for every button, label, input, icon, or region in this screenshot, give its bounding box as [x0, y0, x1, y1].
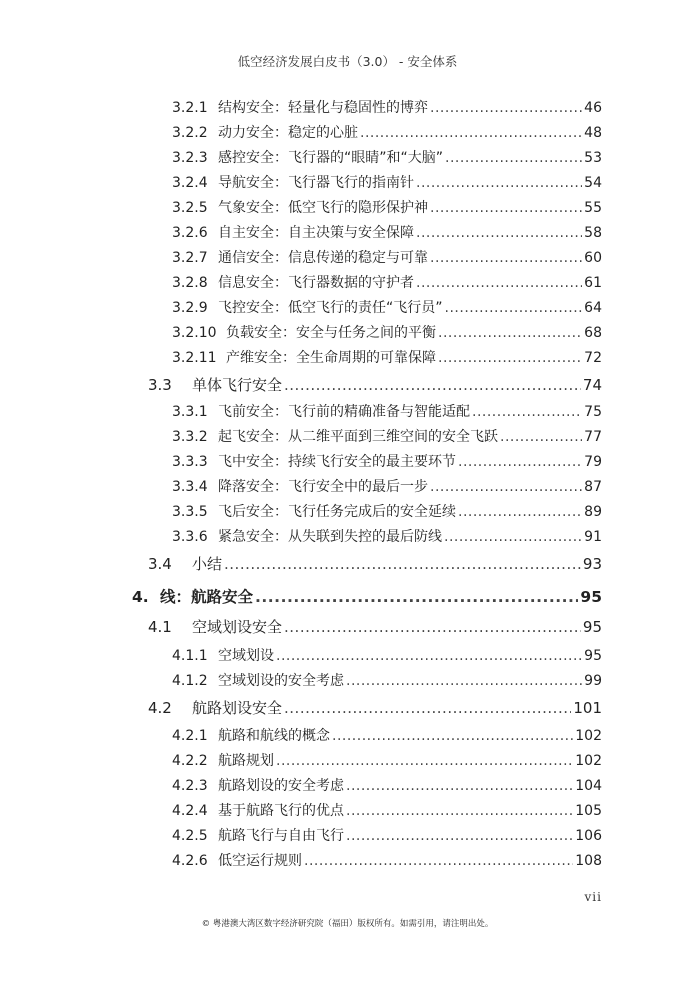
toc-entry-title: 产维安全：全生命周期的可靠保障: [226, 350, 436, 366]
dot-leader: [276, 753, 573, 769]
toc-entry-title: 通信安全：信息传递的稳定与可靠: [218, 250, 428, 266]
toc-entry-page: 72: [584, 350, 602, 366]
toc-entry[interactable]: [172, 247, 602, 267]
toc-entry[interactable]: [172, 501, 602, 521]
toc-entry-page: 102: [575, 753, 602, 769]
toc-entry-number: 3.3.4: [172, 479, 208, 495]
toc-entry[interactable]: [148, 616, 602, 637]
toc-entry-number: 3.2.1: [172, 100, 208, 116]
page-number: vii: [584, 890, 602, 904]
toc-entry-page: 106: [575, 828, 602, 844]
toc-entry-page: 104: [575, 778, 602, 794]
toc-entry[interactable]: [172, 426, 602, 446]
dot-leader: [284, 376, 581, 394]
dot-leader: [255, 588, 578, 606]
toc-entry-title: 自主安全：自主决策与安全保障: [218, 225, 414, 241]
toc-entry[interactable]: [172, 97, 602, 117]
dot-leader: [304, 853, 573, 869]
toc-entry[interactable]: [172, 297, 602, 317]
toc-entry-title: 航路划设的安全考虑: [218, 778, 344, 794]
toc-entry-title: 起飞安全：从二维平面到三维空间的安全飞跃: [218, 429, 498, 445]
toc-entry[interactable]: [172, 222, 602, 242]
toc-entry[interactable]: [148, 697, 602, 718]
toc-entry[interactable]: [172, 645, 602, 665]
toc-entry-title: 飞前安全：飞行前的精确准备与智能适配: [218, 404, 470, 420]
toc-entry-title: 基于航路飞行的优点: [218, 803, 344, 819]
toc-entry-number: 4.1: [148, 618, 172, 636]
toc-entry-page: 99: [584, 673, 602, 689]
dot-leader: [284, 618, 581, 636]
toc-entry[interactable]: [172, 670, 602, 690]
toc-entry-number: 3.2.2: [172, 125, 208, 141]
dot-leader: [430, 479, 582, 495]
toc-entry-number: 4.2: [148, 699, 172, 717]
toc-entry-number: 4.2.4: [172, 803, 208, 819]
toc-entry-title: 航路和航线的概念: [218, 728, 330, 744]
dot-leader: [458, 454, 582, 470]
toc-entry[interactable]: [172, 750, 602, 770]
toc-entry[interactable]: [172, 725, 602, 745]
dot-leader: [346, 778, 573, 794]
toc-entry-title: 紧急安全：从失联到失控的最后防线: [218, 529, 442, 545]
toc-entry-page: 55: [584, 200, 602, 216]
toc-entry[interactable]: [172, 825, 602, 845]
toc-entry-title: 航路飞行与自由飞行: [218, 828, 344, 844]
toc-entry-number: 4.2.2: [172, 753, 208, 769]
toc-entry-number: 3.2.4: [172, 175, 208, 191]
toc-entry-title: 动力安全：稳定的心脏: [218, 125, 358, 141]
toc-entry-page: 77: [584, 429, 602, 445]
toc-entry-number: 4.: [132, 588, 149, 606]
toc-entry-number: 3.3.6: [172, 529, 208, 545]
toc-entry-page: 95: [580, 588, 602, 606]
dot-leader: [332, 728, 573, 744]
toc-entry-title: 负载安全：安全与任务之间的平衡: [226, 325, 436, 341]
toc-entry-page: 79: [584, 454, 602, 470]
dot-leader: [346, 673, 582, 689]
toc-entry[interactable]: [172, 147, 602, 167]
toc-entry[interactable]: [148, 553, 602, 574]
toc-entry[interactable]: [172, 197, 602, 217]
toc-entry-title: 低空运行规则: [218, 853, 302, 869]
dot-leader: [472, 404, 582, 420]
dot-leader: [430, 100, 582, 116]
dot-leader: [276, 648, 582, 664]
toc-entry-title: 小结: [192, 555, 223, 573]
toc-entry-number: 3.3.3: [172, 454, 208, 470]
toc-entry-page: 60: [584, 250, 602, 266]
toc-entry-number: 3.3.1: [172, 404, 208, 420]
dot-leader: [444, 529, 582, 545]
toc-entry-page: 48: [584, 125, 602, 141]
toc-entry-title: 空域划设的安全考虑: [218, 673, 344, 689]
toc-entry[interactable]: [172, 401, 602, 421]
toc-entry-page: 53: [584, 150, 602, 166]
toc-entry[interactable]: [172, 526, 602, 546]
toc-entry-number: 4.2.1: [172, 728, 208, 744]
running-header: 低空经济发展白皮书（3.0） - 安全体系: [237, 54, 458, 69]
dot-leader: [284, 699, 571, 717]
toc-entry-number: 3.2.7: [172, 250, 208, 266]
toc-entry-number: 3.3.5: [172, 504, 208, 520]
toc-entry-number: 3.3: [148, 376, 172, 394]
dot-leader: [458, 504, 582, 520]
toc-entry-number: 3.2.10: [172, 325, 217, 341]
toc-entry-page: 95: [582, 618, 602, 636]
toc-entry-title: 气象安全：低空飞行的隐形保护神: [218, 200, 428, 216]
toc-entry[interactable]: [148, 374, 602, 395]
dot-leader: [360, 125, 582, 141]
toc-entry-title: 单体飞行安全: [192, 376, 283, 394]
toc-entry-title: 空域划设安全: [192, 618, 283, 636]
toc-entry[interactable]: [172, 451, 602, 471]
toc-entry-number: 3.2.8: [172, 275, 208, 291]
dot-leader: [438, 325, 582, 341]
toc-entry-title: 结构安全：轻量化与稳固性的博弈: [218, 100, 428, 116]
toc-entry-title: 飞后安全：飞行任务完成后的安全延续: [218, 504, 456, 520]
toc-entry[interactable]: [172, 172, 602, 192]
toc-entry-page: 54: [584, 175, 602, 191]
dot-leader: [445, 300, 583, 316]
toc-entry-number: 3.2.11: [172, 350, 217, 366]
toc-entry-number: 3.4: [148, 555, 172, 573]
toc-entry-page: 61: [584, 275, 602, 291]
toc-entry-number: 4.2.6: [172, 853, 208, 869]
toc-entry-page: 101: [573, 699, 602, 717]
toc-entry-page: 75: [584, 404, 602, 420]
dot-leader: [416, 175, 582, 191]
dot-leader: [430, 250, 582, 266]
dot-leader: [416, 225, 582, 241]
toc-entry-page: 46: [584, 100, 602, 116]
toc-entry-number: 4.2.3: [172, 778, 208, 794]
toc-entry-title: 降落安全：飞行安全中的最后一步: [218, 479, 428, 495]
toc-entry[interactable]: [172, 850, 602, 870]
toc-entry-page: 105: [575, 803, 602, 819]
toc-entry[interactable]: [172, 775, 602, 795]
dot-leader: [500, 429, 582, 445]
toc-entry[interactable]: [172, 347, 602, 367]
toc-entry-title: 感控安全：飞行器的“眼睛”和“大脑”: [218, 150, 444, 166]
toc-entry-number: 3.2.9: [172, 300, 208, 316]
toc-entry-page: 108: [575, 853, 602, 869]
toc-entry[interactable]: [172, 122, 602, 142]
toc-entry[interactable]: [132, 585, 602, 607]
toc-entry-number: 4.1.1: [172, 648, 208, 664]
toc-entry-page: 95: [584, 648, 602, 664]
toc-entry[interactable]: [172, 322, 602, 342]
toc-entry-title: 飞控安全：低空飞行的责任“飞行员”: [218, 300, 443, 316]
toc-entry-title: 航路划设安全: [192, 699, 283, 717]
dot-leader: [346, 803, 573, 819]
toc-entry-title: 航路规划: [218, 753, 274, 769]
toc-entry-title: 线：航路安全: [160, 588, 254, 606]
toc-entry-page: 102: [575, 728, 602, 744]
toc-entry-page: 64: [584, 300, 602, 316]
toc-entry-number: 3.3.2: [172, 429, 208, 445]
toc-entry-number: 4.1.2: [172, 673, 208, 689]
toc-entry-page: 89: [584, 504, 602, 520]
toc-entry-page: 93: [582, 555, 602, 573]
toc-entry-page: 91: [584, 529, 602, 545]
dot-leader: [224, 555, 581, 573]
dot-leader: [416, 275, 582, 291]
copyright-notice: © 粤港澳大湾区数字经济研究院（福田）版权所有。如需引用，请注明出处。: [201, 919, 494, 929]
dot-leader: [438, 350, 582, 366]
toc-entry-number: 4.2.5: [172, 828, 208, 844]
toc-entry-page: 87: [584, 479, 602, 495]
toc-entry-page: 68: [584, 325, 602, 341]
toc-entry[interactable]: [172, 800, 602, 820]
dot-leader: [346, 828, 573, 844]
toc-entry[interactable]: [172, 476, 602, 496]
toc-entry-page: 58: [584, 225, 602, 241]
toc-entry-title: 空域划设: [218, 648, 274, 664]
dot-leader: [430, 200, 582, 216]
toc-entry-page: 74: [582, 376, 602, 394]
toc-entry-number: 3.2.5: [172, 200, 208, 216]
toc-entry-number: 3.2.6: [172, 225, 208, 241]
dot-leader: [445, 150, 582, 166]
toc-entry[interactable]: [172, 272, 602, 292]
toc-entry-title: 信息安全：飞行器数据的守护者: [218, 275, 414, 291]
toc-entry-title: 飞中安全：持续飞行安全的最主要环节: [218, 454, 456, 470]
toc-entry-title: 导航安全：飞行器飞行的指南针: [218, 175, 414, 191]
toc-entry-number: 3.2.3: [172, 150, 208, 166]
